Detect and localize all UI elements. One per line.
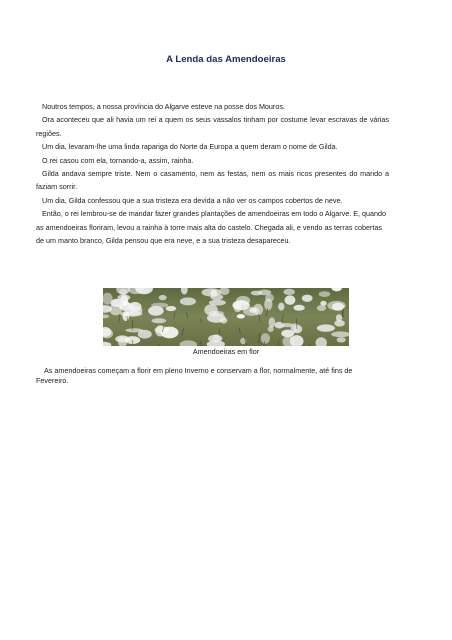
paragraph: Um dia, levaram-lhe uma linda rapariga do Norte da Europa a quem deram o nome de Gilda.	[42, 142, 338, 152]
image-caption: Amendoeiras em flor	[192, 347, 260, 356]
almond-orchard-illustration	[103, 288, 349, 346]
footer-paragraph: As amendoeiras começam a florir em pleno Inverno e conservam a flor, normalmente, até fins de Fevereiro.	[36, 366, 353, 385]
paragraph: Ora aconteceu que ali havia um rei a quem os seus vassalos tinham por costume levar escravas de várias regiões.	[36, 115, 389, 138]
paragraph: Então, o rei lembrou-se de mandar fazer grandes plantações de amendoeiras em todo o Algarve. E, quando as amendoeiras floriram, levou a rainha à torre mais alta do castelo. Chegada ali, e vendo as terras cobertas de um manto branco, Gilda pensou que era neve, e a sua tristeza desapareceu.	[36, 209, 387, 246]
paragraph: Um dia, Gilda confessou que a sua tristeza era devida a não ver os campos cobertos de neve.	[42, 195, 343, 205]
paragraph: Gilda andava sempre triste. Nem o casamento, nem as festas, nem os mais ricos presentes do marido a faziam sorrir.	[36, 169, 389, 192]
almond-blossom-photo	[103, 288, 349, 346]
story-text	[36, 100, 389, 247]
paragraph: Noutros tempos, a nossa província do Algarve esteve na posse dos Mouros.	[42, 102, 285, 111]
document-title: A Lenda das Amendoeiras	[166, 54, 286, 65]
paragraph: O rei casou com ela, tornando-a, assim, rainha.	[42, 155, 194, 165]
